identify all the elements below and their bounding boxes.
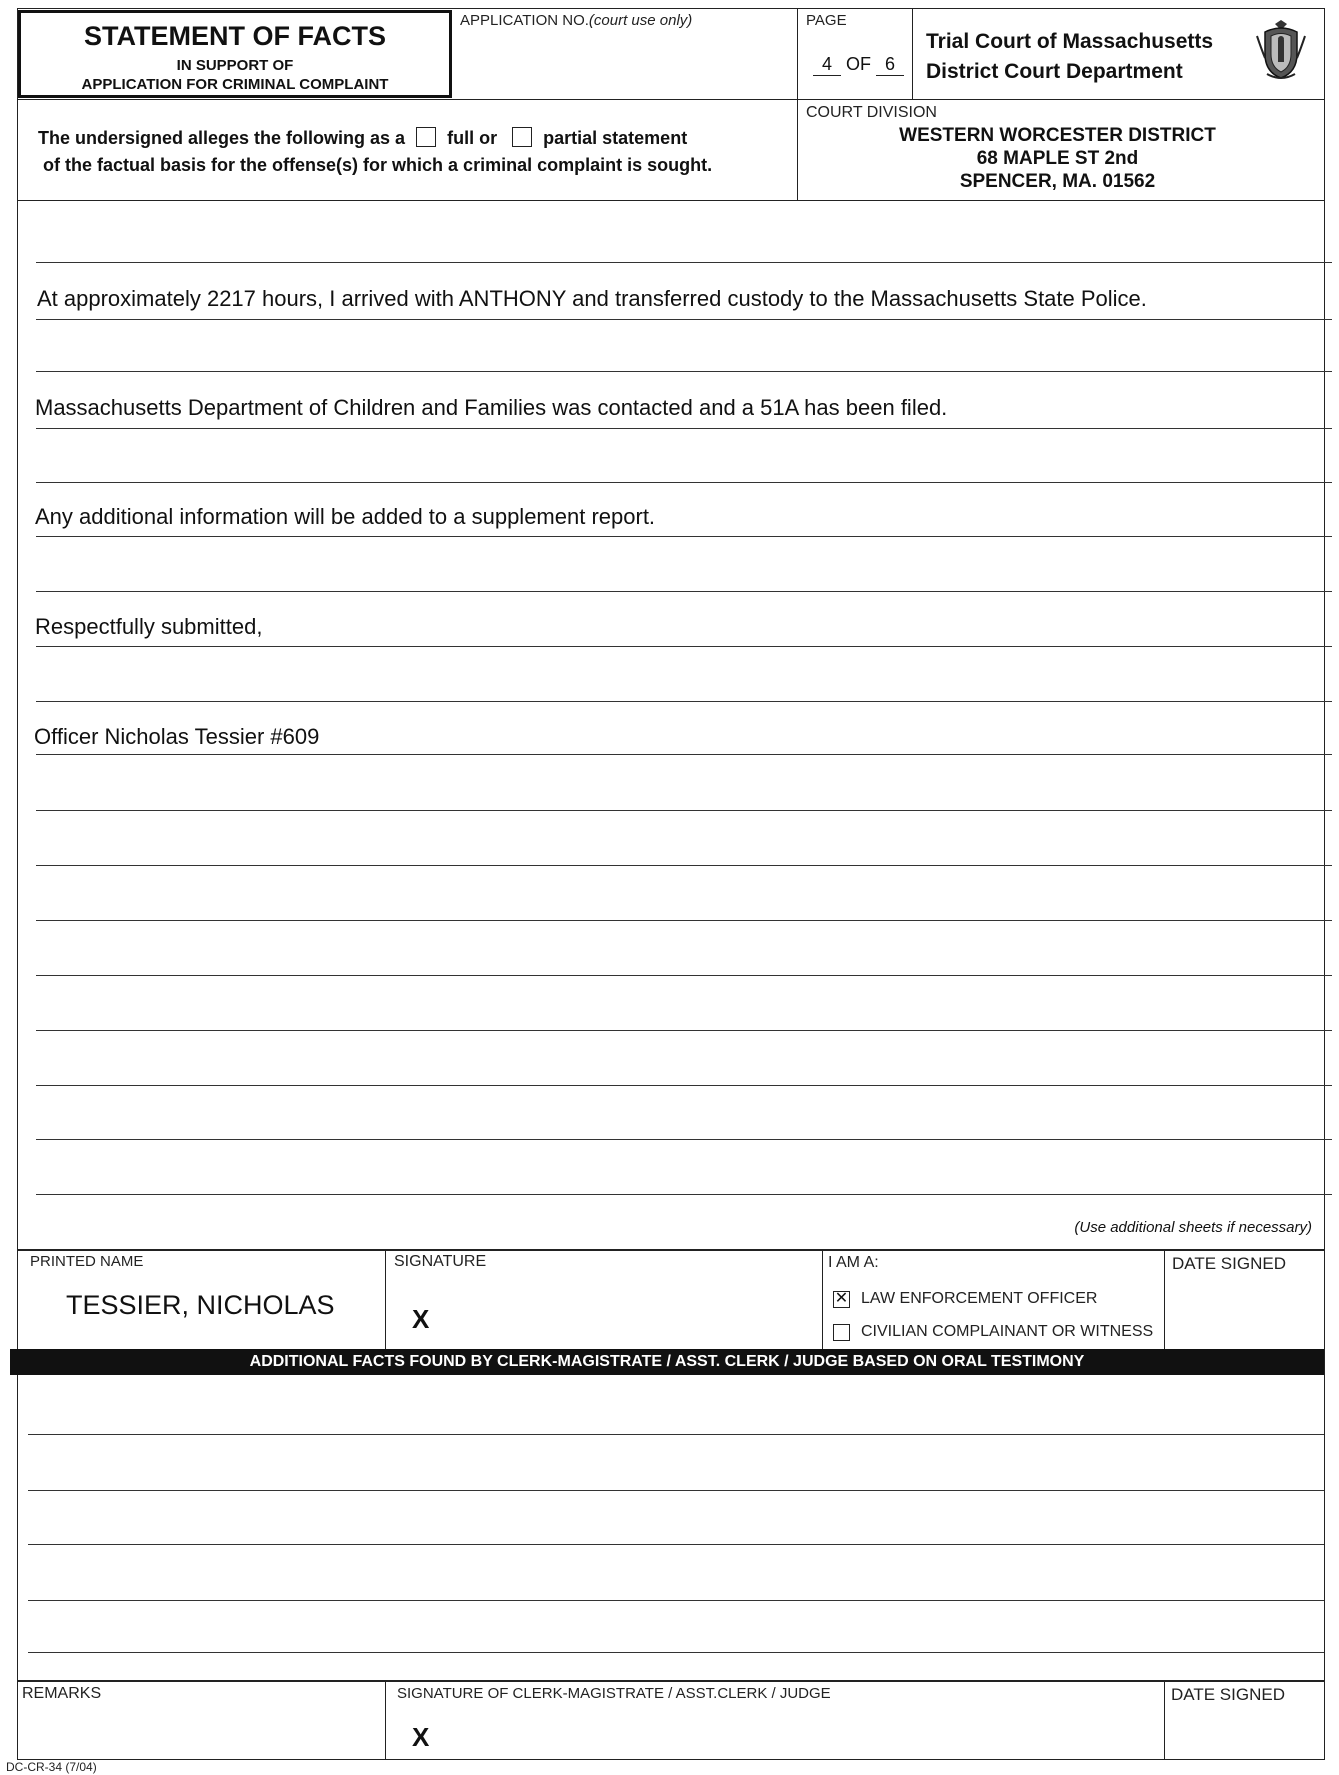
allegation-line-2: of the factual basis for the offense(s) for which a criminal complaint is sought. xyxy=(43,155,713,175)
writing-line xyxy=(36,319,1332,320)
printed-name-value[interactable]: TESSIER, NICHOLAS xyxy=(66,1290,335,1320)
law-enforcement-checkbox[interactable] xyxy=(833,1291,850,1308)
signature-top-rule xyxy=(17,1249,1325,1251)
footer-top-rule xyxy=(17,1680,1325,1682)
writing-line xyxy=(36,975,1332,976)
page-total: 6 xyxy=(876,54,904,76)
civilian-label: CIVILIAN COMPLAINANT OR WITNESS xyxy=(861,1323,1154,1340)
court-division-name: WESTERN WORCESTER DISTRICT xyxy=(899,125,1216,146)
court-division-label: COURT DIVISION xyxy=(806,104,937,121)
writing-line xyxy=(36,262,1332,263)
page-label: PAGE xyxy=(806,12,847,29)
page-of-label: OF xyxy=(846,54,872,74)
page-count xyxy=(813,54,904,76)
writing-line xyxy=(36,920,1332,921)
application-no-text: APPLICATION NO. xyxy=(460,12,589,29)
court-division-city: SPENCER, MA. 01562 xyxy=(959,171,1156,192)
title-box xyxy=(18,10,452,98)
civilian-checkbox[interactable] xyxy=(833,1324,850,1341)
partial-statement-label: partial statement xyxy=(543,128,688,148)
statement-line: Officer Nicholas Tessier #609 xyxy=(34,724,320,749)
date-signed-label: DATE SIGNED xyxy=(1172,1254,1286,1273)
writing-line xyxy=(36,754,1332,755)
full-statement-checkbox[interactable] xyxy=(416,127,436,147)
writing-line xyxy=(28,1600,1324,1601)
i-am-a-label: I AM A: xyxy=(828,1254,879,1271)
writing-line xyxy=(28,1652,1324,1653)
law-enforcement-label: LAW ENFORCEMENT OFFICER xyxy=(861,1290,1098,1307)
signature-mark: X xyxy=(412,1304,430,1334)
footer-divider-2 xyxy=(1164,1682,1165,1760)
full-statement-label: full or xyxy=(447,128,498,148)
form-subtitle-1: IN SUPPORT OF xyxy=(176,57,294,74)
partial-statement-checkbox[interactable] xyxy=(512,127,532,147)
form-title: STATEMENT OF FACTS xyxy=(84,21,386,51)
footer-date-signed-field[interactable] xyxy=(1170,1705,1320,1755)
page-number: 4 xyxy=(813,54,841,76)
statement-line: Massachusetts Department of Children and Families was contacted and a 51A has been filed. xyxy=(35,395,948,420)
writing-line xyxy=(36,646,1332,647)
application-no-note: (court use only) xyxy=(588,12,693,29)
clerk-signature-label: SIGNATURE OF CLERK-MAGISTRATE / ASST.CLERK / JUDGE xyxy=(397,1685,831,1702)
statement-line: Respectfully submitted, xyxy=(35,614,263,639)
court-department: District Court Department xyxy=(926,60,1183,83)
court-division-street: 68 MAPLE ST 2nd xyxy=(976,148,1139,169)
signature-label: SIGNATURE xyxy=(394,1253,487,1270)
writing-line xyxy=(36,1085,1332,1086)
writing-line xyxy=(36,428,1332,429)
writing-line xyxy=(36,1030,1332,1031)
writing-line xyxy=(28,1490,1324,1491)
writing-line xyxy=(36,371,1332,372)
check-mark-icon: ✕ xyxy=(834,1290,849,1307)
statement-line: At approximately 2217 hours, I arrived with ANTHONY and transferred custody to the Massachusetts State Police. xyxy=(37,286,1147,311)
massachusetts-seal-icon xyxy=(1253,18,1309,82)
signature-divider-1 xyxy=(385,1251,386,1349)
statement-line: Any additional information will be added to a supplement report. xyxy=(35,504,656,529)
printed-name-label: PRINTED NAME xyxy=(30,1253,144,1270)
allegation-line-1 xyxy=(38,127,687,149)
writing-line xyxy=(36,1139,1332,1140)
header-divider-1 xyxy=(797,8,798,99)
writing-line xyxy=(36,810,1332,811)
additional-facts-banner: ADDITIONAL FACTS FOUND BY CLERK-MAGISTRATE / ASST. CLERK / JUDGE BASED ON ORAL TESTIMONY xyxy=(10,1349,1324,1375)
signature-divider-2 xyxy=(822,1251,823,1349)
clerk-signature-field[interactable] xyxy=(390,1705,1160,1755)
writing-line xyxy=(36,536,1332,537)
footer-date-signed-label: DATE SIGNED xyxy=(1171,1685,1285,1704)
additional-sheets-note: (Use additional sheets if necessary) xyxy=(1074,1219,1312,1236)
additional-facts-area[interactable] xyxy=(18,1376,1324,1676)
writing-line xyxy=(36,701,1332,702)
signature-divider-3 xyxy=(1164,1251,1165,1349)
form-id: DC-CR-34 (7/04) xyxy=(6,1760,97,1774)
writing-line xyxy=(36,591,1332,592)
allegation-prefix: The undersigned alleges the following as a xyxy=(38,128,406,148)
writing-line xyxy=(28,1434,1324,1435)
header-bottom-rule xyxy=(17,99,1325,100)
remarks-field[interactable] xyxy=(20,1705,380,1755)
form-subtitle-2: APPLICATION FOR CRIMINAL COMPLAINT xyxy=(81,76,389,93)
clerk-signature-mark: X xyxy=(412,1722,430,1752)
date-signed-field[interactable] xyxy=(1170,1278,1320,1344)
writing-line xyxy=(36,1194,1332,1195)
writing-line xyxy=(36,482,1332,483)
signature-field[interactable] xyxy=(390,1275,818,1343)
header-divider-2 xyxy=(912,8,913,99)
writing-line xyxy=(36,865,1332,866)
remarks-label: REMARKS xyxy=(22,1685,102,1702)
division-divider xyxy=(797,100,798,200)
footer-divider-1 xyxy=(385,1682,386,1760)
writing-line xyxy=(28,1544,1324,1545)
application-no-field[interactable] xyxy=(460,34,790,94)
court-name: Trial Court of Massachusetts xyxy=(926,30,1214,53)
application-no-label xyxy=(460,12,692,29)
